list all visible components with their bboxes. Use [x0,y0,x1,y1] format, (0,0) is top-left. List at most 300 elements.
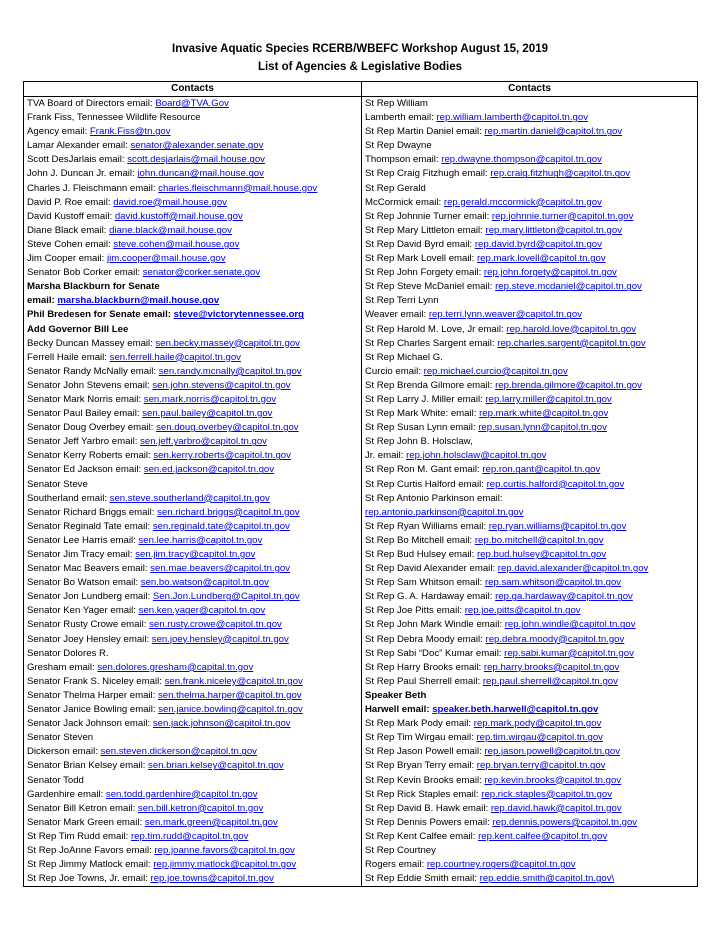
email-link[interactable]: rep.kent.calfee@capitol.tn.gov [478,830,608,842]
contact-line [27,280,358,294]
contact-label: St Rep Brenda Gilmore email: [365,379,496,391]
contact-line [365,661,694,675]
contact-line [27,365,358,379]
email-link[interactable]: rep.dwayne.thompson@capitol.tn.gov [441,154,602,166]
email-link[interactable]: sen.randy.mcnally@capitol.tn.gov [158,365,302,377]
contact-line [365,294,694,308]
contact-line [27,421,358,435]
contact-line [365,111,694,125]
email-link[interactable]: Frank.Fiss@tn.gov [89,126,171,138]
contact-label: St Rep Terri Lynn [365,295,439,307]
contact-label: St Rep Mark Pody email: [365,718,474,730]
contact-label: Senator Lee Harris email: [27,534,139,546]
email-link[interactable]: steve.cohen@mail.house.gov [113,238,240,250]
email-link[interactable]: rep.david.byrd@capitol.tn.gov [474,238,602,250]
email-link[interactable]: rep.tim.wirgau@capitol.tn.gov [476,732,603,744]
email-link[interactable]: sen.janice.bowling@capitol.tn.gov [158,704,303,716]
email-link[interactable]: sen.brian.kelsey@capitol.tn.gov [148,760,284,772]
contact-line [365,618,694,632]
email-link[interactable]: sen.steve.southerland@capitol.tn.gov [109,492,270,504]
contact-line [27,393,358,407]
email-link[interactable]: rep.joe.towns@capitol.tn.gov [150,873,274,885]
email-link[interactable]: rep.terri.lynn.weaver@capitol.tn.gov [428,309,582,321]
contact-line [27,224,358,238]
contact-line [365,308,694,322]
contact-label: Senator Ed Jackson email: [27,464,144,476]
contact-line [27,689,358,703]
email-link[interactable]: david.kustoff@mail.house.gov [114,210,243,222]
contact-line [365,788,694,802]
contact-label: St Rep Susan Lynn email: [365,422,479,434]
email-link[interactable]: rep.joanne.favors@capitol.tn.gov [154,844,295,856]
email-link[interactable]: sen.mark.norris@capitol.tn.gov [143,393,277,405]
contact-line [365,252,694,266]
email-link[interactable]: rep.paul.sherrell@capitol.tn.gov [482,675,618,687]
contact-line [365,463,694,477]
email-link[interactable]: sen.kerry.roberts@capitol.tn.gov [153,450,291,462]
contact-line [365,337,694,351]
contact-label: St Rep Bud Hulsey email: [365,549,477,560]
email-link[interactable]: scott.desjarlais@mail.house.gov [127,154,265,166]
email-link[interactable]: rep.jimmy.matlock@capitol.tn.gov [153,859,297,871]
contact-label: Senator Bo Watson email: [27,577,141,589]
email-link[interactable]: rep.harold.love@capitol.tn.gov [506,323,637,335]
email-link[interactable]: sen.rusty.crowe@capitol.tn.gov [149,619,282,631]
email-link[interactable]: sen.ken.yager@capitol.tn.gov [138,605,266,617]
contact-label: Senator Bill Ketron email: [27,802,138,814]
email-link[interactable]: rep.harry.brooks@capitol.tn.gov [483,661,620,673]
column-header-right: Contacts [362,82,698,97]
contact-label: St Rep David Alexander email: [365,563,498,575]
contact-line [365,858,694,872]
contact-label: St Rep John B. Holsclaw, [365,436,473,448]
contact-line [27,858,358,872]
email-link[interactable]: rep.tim.rudd@capitol.tn.gov [130,830,249,842]
email-link[interactable]: rep.john.holsclaw@capitol.tn.gov [406,450,547,462]
contact-line [365,745,694,759]
email-link[interactable]: marsha.blackburn@mail.house.gov [57,295,220,307]
contact-line [365,802,694,816]
email-link[interactable]: rep.antonio.parkinson@capitol.tn.gov [365,506,524,518]
email-link[interactable]: sen.dolores.gresham@capital.tn.gov [97,661,254,673]
contact-line [365,125,694,139]
contact-line [365,351,694,365]
email-link[interactable]: sen.thelma.harper@capitol.tn.gov [158,689,302,701]
contact-label: Marsha Blackburn for Senate [27,281,160,293]
contact-line [365,759,694,773]
contact-line [27,604,358,618]
email-link[interactable]: rep.brenda.gilmore@capitol.tn.gov [495,379,642,391]
contact-label: Diane Black email: [27,224,110,236]
contact-line [365,435,694,449]
contact-line [365,647,694,661]
contact-line [365,548,694,562]
email-link[interactable]: sen.frank.niceley@capitol.tn.gov [164,675,303,687]
email-link[interactable]: rep.ga.hardaway@capitol.tn.gov [495,591,633,603]
contact-line [365,717,694,731]
email-link[interactable]: steve@victorytennessee.org [173,309,305,321]
contact-label: David Kustoff email: [27,210,115,222]
contact-label: Steve Cohen email: [27,238,114,250]
email-link[interactable]: rep.bud.hulsey@capitol.tn.gov [476,549,607,560]
page-subtitle: List of Agencies & Legislative Bodies [257,61,463,73]
contact-label: Scott DesJarlais email: [27,154,128,166]
contact-line [27,252,358,266]
contact-label: Senator Brian Kelsey email: [27,760,149,772]
contact-line [365,167,694,181]
contact-line [27,590,358,604]
email-link[interactable]: rep.david.hawk@capitol.tn.gov [490,802,622,814]
contact-label: St Rep Steve McDaniel email: [365,281,496,293]
contact-label: Senator Jon Lundberg email: [27,591,153,603]
email-link[interactable]: Sen.Jon.Lundberg@Capitol.tn.gov [152,591,300,603]
email-link[interactable]: rep.sam.whitson@capitol.tn.gov [484,577,622,589]
email-link[interactable]: rep.martin.daniel@capitol.tn.gov [484,126,623,138]
contact-label: Senator Dolores R. [27,647,109,659]
contact-line [365,492,694,506]
contact-label: St Rep Johnnie Turner email: [365,210,492,222]
contact-label: Senator Richard Briggs email: [27,506,158,518]
contact-label: Senator Frank S. Niceley email: [27,675,165,687]
contact-label: Thompson email: [365,154,442,166]
contact-label: St Rep G. A. Hardaway email: [365,591,496,603]
email-link[interactable]: rep.courtney.rogers@capitol.tn.gov [426,859,576,871]
contact-label: St Rep Rick Staples email: [365,788,482,800]
contact-label: Southerland email: [27,492,110,504]
contact-line [27,435,358,449]
email-link[interactable]: rep.david.alexander@capitol.tn.gov [497,563,649,575]
email-link[interactable]: david.roe@mail.house.gov [113,196,227,208]
page-title: Invasive Aquatic Species RCERB/WBEFC Workshop August 15, 2019 [172,43,548,55]
email-link[interactable]: rep.bryan.terry@capitol.tn.gov [476,760,606,772]
email-link[interactable]: sen.steven.dickerson@capitol.tn.gov [100,746,257,758]
contact-line [27,647,358,661]
email-link[interactable]: senator@alexander.senate.gov [130,140,264,152]
contact-line [365,703,694,717]
contact-label: Ferrell Haile email: [27,351,110,363]
contact-line [27,153,358,167]
contact-line [27,717,358,731]
contact-line [365,421,694,435]
contact-label: Senator John Stevens email: [27,379,153,391]
contact-line [27,703,358,717]
contact-label: St Rep Michael G. [365,351,443,363]
table-header-row [24,82,698,97]
contacts-column-right [362,97,698,887]
contact-line [27,97,358,111]
email-link[interactable]: sen.becky.massey@capitol.tn.gov [155,337,300,349]
email-link[interactable]: rep.johnnie.turner@capitol.tn.gov [491,210,634,222]
contact-line [27,182,358,196]
email-link[interactable]: john.duncan@mail.house.gov [137,168,264,180]
contact-label: St Rep Eddie Smith email: [365,873,480,885]
contact-line [27,294,358,308]
contact-label: Senator Steve [27,478,88,490]
contact-label: McCormick email: [365,196,444,208]
contact-label: St Rep Gerald [365,182,426,194]
contact-line [365,689,694,703]
column-header-left: Contacts [24,82,362,97]
contact-label: St Rep David B. Hawk email: [365,802,491,814]
email-link[interactable]: sen.richard.briggs@capitol.tn.gov [157,506,300,518]
contact-label: St Rep Kent Calfee email: [365,830,479,842]
contact-line [27,407,358,421]
contact-line [365,520,694,534]
email-link[interactable]: sen.bill.ketron@capitol.tn.gov [137,802,264,814]
email-link[interactable]: sen.doug.overbey@capitol.tn.gov [156,422,299,434]
contact-line [27,478,358,492]
contact-label: Senator Joey Hensley email: [27,633,152,645]
email-link[interactable]: rep.mark.white@capitol.tn.gov [479,408,609,420]
email-link[interactable]: sen.jim.tracy@capitol.tn.gov [135,549,256,560]
contact-label: St Rep Jason Powell email: [365,746,485,758]
contact-line [27,323,358,337]
contact-label: St Rep Ron M. Gant email: [365,464,483,476]
contact-label: Senator Jack Johnson email: [27,718,153,730]
contact-line [365,139,694,153]
email-link[interactable]: rep.charles.sargent@capitol.tn.gov [497,337,646,349]
contact-label: St Rep John Forgety email: [365,267,484,279]
contact-line [365,393,694,407]
contact-label: St Rep John Mark Windle email: [365,619,505,631]
contact-label: Jr. email: [365,450,407,462]
contact-line [365,182,694,196]
email-link[interactable]: Board@TVA.Gov [155,98,229,109]
email-link[interactable]: rep.gerald.mccormick@capitol.tn.gov [443,196,602,208]
email-link[interactable]: sen.todd.gardenhire@capitol.tn.gov [105,788,258,800]
email-link[interactable]: senator@corker.senate.gov [142,267,261,279]
contact-label: St Rep William [365,98,428,109]
contact-line [365,816,694,830]
contact-line [27,830,358,844]
contact-label: Lamberth email: [365,112,437,124]
contact-line [27,731,358,745]
contact-label: Senator Todd [27,774,84,786]
contact-label: Senator Jim Tracy email: [27,549,136,560]
email-link[interactable]: sen.bo.watson@capitol.tn.gov [140,577,269,589]
email-link[interactable]: sen.ferrell.haile@capitol.tn.gov [109,351,241,363]
contact-label: St Rep Courtney [365,844,436,856]
contact-label: St Rep David Byrd email: [365,238,475,250]
contact-label: St Rep Sam Whitson email: [365,577,485,589]
contact-label: St Rep Tim Wirgau email: [365,732,477,744]
contact-line [365,407,694,421]
email-link[interactable]: sen.jeff.yarbro@capitol.tn.gov [140,436,267,448]
contact-line [27,139,358,153]
contact-line [27,562,358,576]
contact-line [365,196,694,210]
email-link[interactable]: rep.sabi.kumar@capitol.tn.gov [504,647,634,659]
contact-line [27,548,358,562]
contact-label: St Rep Harry Brooks email: [365,661,484,673]
contact-line [365,830,694,844]
email-link[interactable]: sen.john.stevens@capitol.tn.gov [152,379,291,391]
contact-line [365,844,694,858]
email-link[interactable]: rep.debra.moody@capitol.tn.gov [485,633,625,645]
contact-label: St Rep Larry J. Miller email: [365,393,486,405]
contact-line [365,774,694,788]
contact-line [365,210,694,224]
email-link[interactable]: rep.eddie.smith@capitol.tn.gov\ [479,873,615,885]
email-link[interactable]: sen.jack.johnson@capitol.tn.gov [152,718,291,730]
contact-label: Senator Mark Norris email: [27,393,144,405]
email-link[interactable]: rep.john.windle@capitol.tn.gov [504,619,636,631]
contact-label: Senator Janice Bowling email: [27,704,159,716]
contact-line [27,618,358,632]
contact-line [27,308,358,322]
email-link[interactable]: jim.cooper@mail.house.gov [106,253,226,265]
contact-label: Senator Randy McNally email: [27,365,159,377]
email-link[interactable]: rep.bo.mitchell@capitol.tn.gov [474,534,604,546]
contact-label: Phil Bredesen for Senate email: [27,309,174,321]
email-link[interactable]: rep.dennis.powers@capitol.tn.gov [492,816,638,828]
contact-label: St Rep Debra Moody email: [365,633,486,645]
email-link[interactable]: rep.rick.staples@capitol.tn.gov [481,788,613,800]
contact-label: TVA Board of Directors email: [27,98,156,109]
contact-label: St Rep Sabi “Doc” Kumar email: [365,647,505,659]
contact-line [365,506,694,520]
email-link[interactable]: speaker.beth.harwell@capitol.tn.gov [432,704,599,716]
email-link[interactable]: sen.ed.jackson@capitol.tn.gov [143,464,275,476]
contact-line [27,745,358,759]
contact-label: Add Governor Bill Lee [27,323,129,335]
email-link[interactable]: charles.fleischmann@mail.house.gov [158,182,318,194]
contact-label: St Rep Jimmy Matlock email: [27,859,154,871]
contact-line [27,196,358,210]
contact-line [27,379,358,393]
contact-label: St Rep JoAnne Favors email: [27,844,155,856]
contact-line [365,590,694,604]
contact-label: Becky Duncan Massey email: [27,337,156,349]
contact-line [365,562,694,576]
email-link[interactable]: rep.william.lamberth@capitol.tn.gov [436,112,589,124]
contact-label: St Rep Martin Daniel email: [365,126,485,138]
contact-label: Senator Ken Yager email: [27,605,139,617]
email-link[interactable]: rep.michael.curcio@capitol.tn.gov [423,365,568,377]
contact-label: Gresham email: [27,661,98,673]
contact-line [365,633,694,647]
contact-label: St Rep Dwayne [365,140,432,152]
contact-label: Senator Doug Overbey email: [27,422,157,434]
contact-line [27,492,358,506]
email-link[interactable]: rep.ron.gant@capitol.tn.gov [482,464,601,476]
contact-label: Agency email: [27,126,90,138]
contact-line [27,661,358,675]
contact-label: St Rep Harold M. Love, Jr email: [365,323,507,335]
email-link[interactable]: rep.mark.pody@capitol.tn.gov [473,718,602,730]
email-link[interactable]: rep.mark.lovell@capitol.tn.gov [476,253,606,265]
contact-line [365,224,694,238]
contact-label: St Rep Mary Littleton email: [365,224,486,236]
contact-line [27,759,358,773]
contact-line [27,788,358,802]
contact-line [27,774,358,788]
email-link[interactable]: rep.ryan.williams@capitol.tn.gov [488,520,627,532]
email-link[interactable]: rep.larry.miller@capitol.tn.gov [485,393,612,405]
email-link[interactable]: rep.steve.mcdaniel@capitol.tn.gov [495,281,642,293]
contact-line [27,449,358,463]
contact-line [27,802,358,816]
contact-label: Lamar Alexander email: [27,140,131,152]
contact-line [27,534,358,548]
contact-label: email: [27,295,58,307]
contact-line [365,153,694,167]
contact-label: St Rep Ryan Williams email: [365,520,489,532]
contact-label: St Rep Bo Mitchell email: [365,534,475,546]
contact-line [27,872,358,886]
contact-label: Senator Mark Green email: [27,816,145,828]
email-link[interactable]: rep.john.forgety@capitol.tn.gov [483,267,617,279]
email-link[interactable]: sen.mark.green@capitol.tn.gov [144,816,278,828]
email-link[interactable]: diane.black@mail.house.gov [109,224,232,236]
email-link[interactable]: sen.lee.harris@capitol.tn.gov [138,534,263,546]
contact-label: John J. Duncan Jr. email: [27,168,138,180]
contact-line [27,633,358,647]
contact-line [27,576,358,590]
contact-label: Dickerson email: [27,746,101,758]
contact-label: Curcio email: [365,365,424,377]
contact-label: Senator Steven [27,732,94,744]
email-link[interactable]: rep.jason.powell@capitol.tn.gov [484,746,621,758]
email-link[interactable]: rep.joe.pitts@capitol.tn.gov [464,605,581,617]
contact-label: Senator Reginald Tate email: [27,520,153,532]
contact-line [365,379,694,393]
contact-line [365,238,694,252]
contact-label: St Rep Antonio Parkinson email: [365,492,503,504]
email-link[interactable]: sen.reginald.tate@capitol.tn.gov [152,520,290,532]
contact-label: Gardenhire email: [27,788,106,800]
contact-label: St Rep Craig Fitzhugh email: [365,168,491,180]
contact-line [365,280,694,294]
contact-label: St Rep Joe Pitts email: [365,605,465,617]
contact-label: Senator Kerry Roberts email: [27,450,154,462]
email-link[interactable]: sen.mae.beavers@capitol.tn.gov [150,563,291,575]
contact-line [365,365,694,379]
email-link[interactable]: rep.craig.fitzhugh@capitol.tn.gov [490,168,631,180]
email-link[interactable]: sen.joey.hensley@capitol.tn.gov [151,633,289,645]
contact-label: St Rep Tim Rudd email: [27,830,131,842]
contact-line [365,576,694,590]
contact-label: Weaver email: [365,309,429,321]
contact-label: Senator Rusty Crowe email: [27,619,150,631]
contact-label: St Rep Mark White: email: [365,408,480,420]
contact-label: Charles J. Fleischmann email: [27,182,159,194]
contact-label: Harwell email: [365,704,433,716]
email-link[interactable]: rep.curtis.halford@capitol.tn.gov [486,478,625,490]
contacts-column-left [24,97,362,887]
contact-line [365,534,694,548]
contact-line [27,167,358,181]
contact-label: Rogers email: [365,859,427,871]
contact-label: Frank Fiss, Tennessee Wildlife Resource [27,112,201,124]
email-link[interactable]: rep.mary.littleton@capitol.tn.gov [485,224,622,236]
contact-label: Speaker Beth [365,689,427,701]
contact-label: Senator Paul Bailey email: [27,408,143,420]
contacts-table [23,81,698,887]
contact-line [27,210,358,224]
contact-label: St Rep Mark Lovell email: [365,253,477,265]
contact-line [365,323,694,337]
email-link[interactable]: sen.paul.bailey@capitol.tn.gov [142,408,273,420]
contact-label: St Rep Kevin Brooks email: [365,774,485,786]
email-link[interactable]: rep.kevin.brooks@capitol.tn.gov [484,774,622,786]
email-link[interactable]: rep.susan.lynn@capitol.tn.gov [478,422,607,434]
contact-label: St Rep Dennis Powers email: [365,816,493,828]
contact-label: David P. Roe email: [27,196,114,208]
contact-label: St Rep Curtis Halford email: [365,478,487,490]
contact-label: St Rep Joe Towns, Jr. email: [27,873,151,885]
contact-line [27,844,358,858]
